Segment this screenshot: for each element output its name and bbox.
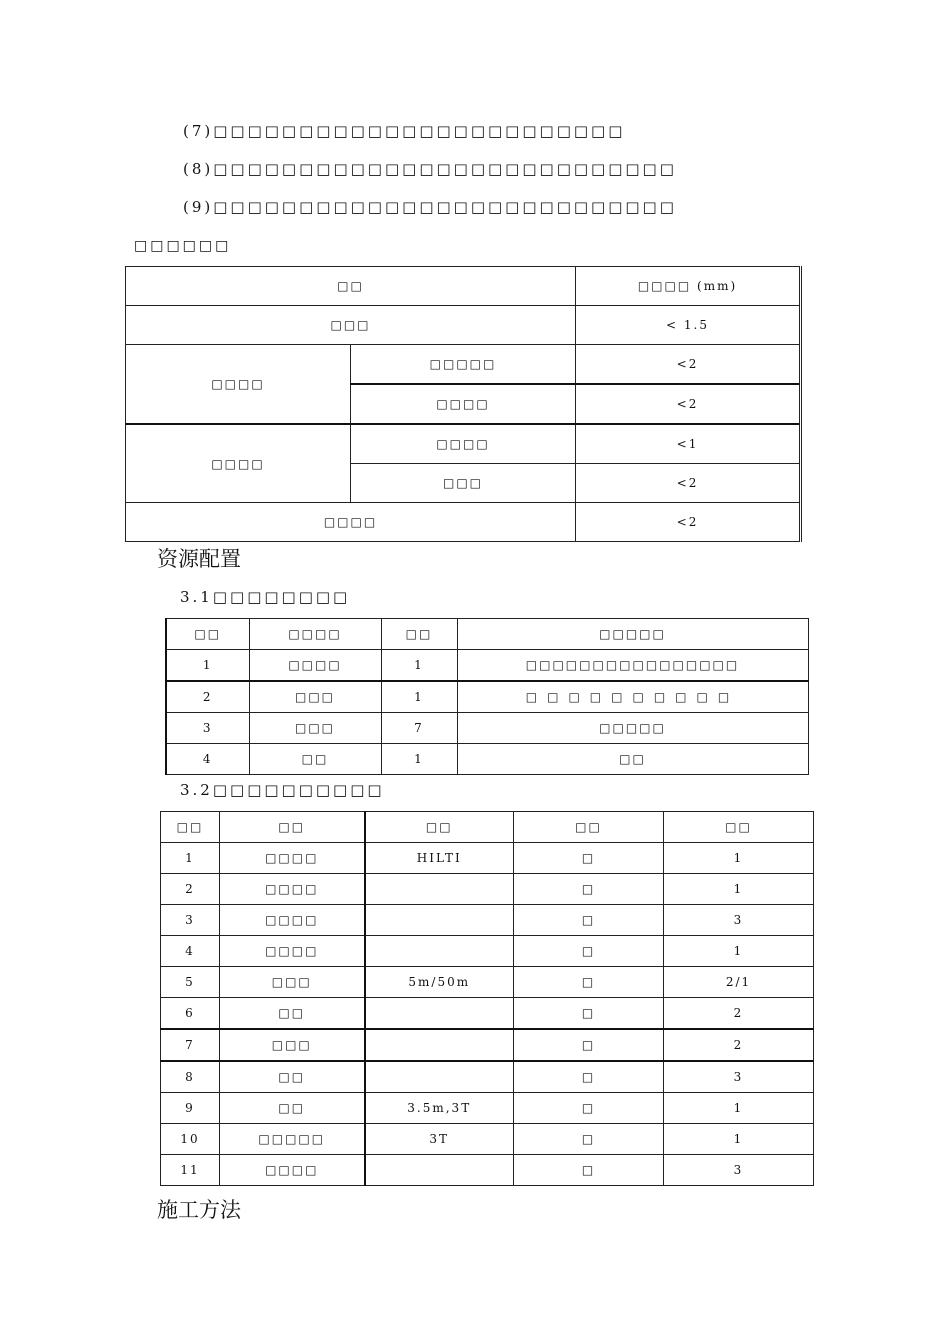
table-cell: [365, 936, 514, 967]
table-row: [126, 267, 801, 306]
table-header-cell: □□□□ (mm): [576, 267, 801, 306]
table-cell: 2/1: [664, 967, 814, 998]
table-cell: 11: [161, 1155, 220, 1186]
table-cell: □□□: [249, 681, 381, 713]
table-row: [166, 619, 808, 650]
table-row: [161, 1029, 814, 1061]
table-cell: 1: [161, 843, 220, 874]
table-cell: □: [514, 998, 664, 1030]
paragraph-8: (8)□□□□□□□□□□□□□□□□□□□□□□□□□□□: [183, 160, 677, 178]
table3-caption: 3.2□□□□□□□□□□: [180, 781, 385, 799]
table-cell: □□: [220, 1061, 365, 1093]
table-cell: □: [514, 1093, 664, 1124]
table-header-cell: □□: [664, 812, 814, 843]
table-cell: □□: [249, 744, 381, 775]
table-cell: [365, 1029, 514, 1061]
table-cell: 1: [381, 650, 457, 682]
table-cell: < 1.5: [576, 306, 801, 345]
table-cell: 2: [161, 874, 220, 905]
table-row: [161, 905, 814, 936]
table-row: [166, 681, 808, 713]
table-cell: [365, 874, 514, 905]
table-row: [161, 967, 814, 998]
table-cell: □: [514, 874, 664, 905]
table-row: [161, 998, 814, 1030]
table-header-cell: □□: [365, 812, 514, 843]
section-heading-resources: 资源配置: [157, 547, 241, 571]
section-heading-method: 施工方法: [157, 1198, 241, 1222]
table-cell: □□: [220, 998, 365, 1030]
table-header-cell: □□: [220, 812, 365, 843]
table-cell: 4: [161, 936, 220, 967]
table-cell: □□□□□: [220, 1124, 365, 1155]
tolerance-table: [125, 266, 802, 542]
table-cell: 1: [381, 681, 457, 713]
table-cell: <1: [576, 424, 801, 464]
table-group-cell: □□□□: [126, 424, 351, 503]
table-cell: □: [514, 936, 664, 967]
table-cell: □: [514, 905, 664, 936]
table-cell: □□□□: [220, 936, 365, 967]
table-cell: <2: [576, 384, 801, 424]
table-cell: 1: [381, 744, 457, 775]
table-cell: □□□: [220, 967, 365, 998]
table-cell: □□□□: [126, 503, 576, 542]
table1-caption: □□□□□□: [134, 238, 232, 254]
table-row: [126, 306, 801, 345]
table-header-cell: □□: [381, 619, 457, 650]
table-header-cell: □□: [126, 267, 576, 306]
table-row: [126, 424, 801, 464]
table-cell: □: [514, 1029, 664, 1061]
table-cell: 5m/50m: [365, 967, 514, 998]
table-row: [161, 843, 814, 874]
table-cell: 6: [161, 998, 220, 1030]
table-cell: □□□: [351, 464, 576, 503]
table-cell: □□□□□□□□□□: [457, 681, 808, 713]
table-cell: □□□□: [220, 843, 365, 874]
table-cell: 5: [161, 967, 220, 998]
table-cell: 3: [664, 905, 814, 936]
table-row: [126, 345, 801, 385]
table-header-cell: □□□□□: [457, 619, 808, 650]
table-cell: 7: [381, 713, 457, 744]
table-row: [161, 1061, 814, 1093]
table-row: [161, 812, 814, 843]
table-cell: □: [514, 1124, 664, 1155]
table-cell: □: [514, 1061, 664, 1093]
table-cell: 2: [664, 1029, 814, 1061]
table-cell: □□□□: [220, 874, 365, 905]
table-row: [126, 503, 801, 542]
table-cell: [365, 998, 514, 1030]
table-row: [161, 1093, 814, 1124]
paragraph-9: (9)□□□□□□□□□□□□□□□□□□□□□□□□□□□: [183, 198, 677, 216]
table-header-cell: □□: [161, 812, 220, 843]
table-header-cell: □□: [514, 812, 664, 843]
table-cell: 2: [664, 998, 814, 1030]
table-cell: <2: [576, 464, 801, 503]
table-cell: 3: [166, 713, 249, 744]
table-row: [166, 650, 808, 682]
table-cell: □□□□□: [351, 345, 576, 385]
table-cell: [365, 1155, 514, 1186]
table-cell: □□□□: [220, 1155, 365, 1186]
table2-caption: 3.1□□□□□□□□: [180, 588, 351, 606]
table-cell: 3T: [365, 1124, 514, 1155]
table-cell: □□□□: [220, 905, 365, 936]
table-cell: 3: [664, 1061, 814, 1093]
table-cell: □□: [457, 744, 808, 775]
table-cell: □□□□: [249, 650, 381, 682]
paragraph-7: (7)□□□□□□□□□□□□□□□□□□□□□□□□: [183, 122, 626, 140]
table-group-cell: □□□□: [126, 345, 351, 425]
table-cell: 10: [161, 1124, 220, 1155]
table-cell: [365, 905, 514, 936]
equipment-table: [160, 811, 814, 1186]
table-cell: □: [514, 967, 664, 998]
table-cell: □□□: [126, 306, 576, 345]
table-cell: 7: [161, 1029, 220, 1061]
table-cell: □□□□□: [457, 713, 808, 744]
table-cell: 3: [664, 1155, 814, 1186]
table-header-cell: □□: [166, 619, 249, 650]
personnel-table: [165, 618, 809, 775]
table-cell: □□□□: [351, 384, 576, 424]
table-cell: 9: [161, 1093, 220, 1124]
table-row: [166, 713, 808, 744]
table-cell: 1: [664, 843, 814, 874]
table-cell: 1: [664, 936, 814, 967]
table-cell: 8: [161, 1061, 220, 1093]
table-cell: <2: [576, 503, 801, 542]
table-cell: □□□: [249, 713, 381, 744]
table-cell: 3: [161, 905, 220, 936]
table-cell: 1: [664, 1093, 814, 1124]
table-row: [161, 1155, 814, 1186]
table-cell: □□□□: [351, 424, 576, 464]
table-cell: 3.5m,3T: [365, 1093, 514, 1124]
table-cell: □: [514, 843, 664, 874]
table-row: [161, 1124, 814, 1155]
table-cell: 4: [166, 744, 249, 775]
table-cell: HILTI: [365, 843, 514, 874]
table-cell: 1: [166, 650, 249, 682]
table-header-cell: □□□□: [249, 619, 381, 650]
table-cell: 2: [166, 681, 249, 713]
table-row: [161, 874, 814, 905]
table-cell: □: [514, 1155, 664, 1186]
table-cell: 1: [664, 874, 814, 905]
table-cell: 1: [664, 1124, 814, 1155]
table-row: [161, 936, 814, 967]
table-cell: <2: [576, 345, 801, 385]
table-cell: □□□: [220, 1029, 365, 1061]
table-cell: □□: [220, 1093, 365, 1124]
table-cell: [365, 1061, 514, 1093]
table-cell: □□□□□□□□□□□□□□□□: [457, 650, 808, 682]
table-row: [166, 744, 808, 775]
